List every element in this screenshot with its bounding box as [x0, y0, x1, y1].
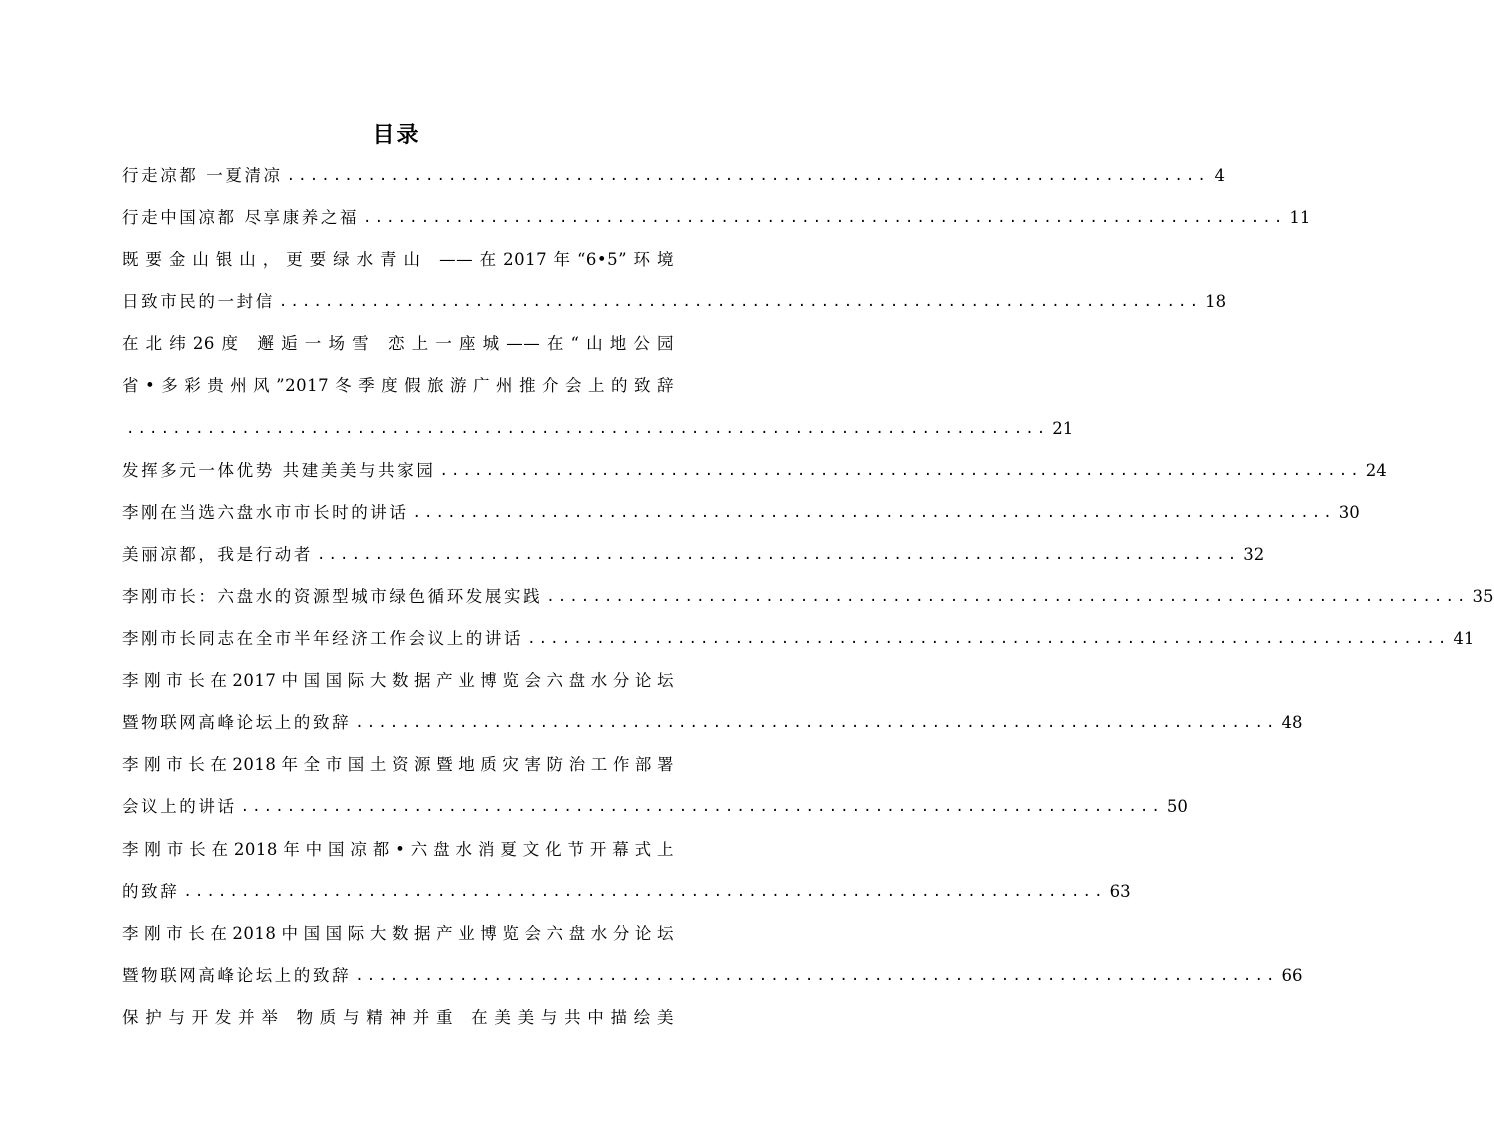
leader-dots: ................................................................................: [286, 168, 1209, 184]
toc-entry-text: 在北纬26度 邂逅一场雪 恋上一座城——在“山地公园: [122, 334, 674, 354]
toc-entry-line[interactable]: [122, 876, 1131, 918]
table-of-contents: [122, 160, 1494, 1044]
toc-entry-line[interactable]: [122, 160, 1225, 202]
toc-entry-line[interactable]: [122, 328, 674, 370]
toc-entry-text: 会议上的讲话: [122, 797, 237, 817]
toc-entry-text: 李刚市长在2017中国国际大数据产业博览会六盘水分论坛: [122, 671, 674, 691]
toc-entry-line[interactable]: [122, 623, 1475, 665]
toc-entry-line[interactable]: [122, 370, 674, 412]
toc-entry-text: 李刚市长在2018中国国际大数据产业博览会六盘水分论坛: [122, 923, 674, 943]
toc-entry-text: 李刚在当选六盘水市市长时的讲话: [122, 502, 409, 522]
toc-entry-line[interactable]: [122, 791, 1188, 833]
toc-title: 目录: [372, 122, 421, 148]
toc-entry-text: 日致市民的一封信: [122, 292, 275, 312]
toc-entry-line[interactable]: [122, 581, 1494, 623]
toc-entry-text: 暨物联网高峰论坛上的致辞: [122, 713, 352, 733]
toc-entry-text: 美丽凉都，我是行动者: [122, 544, 313, 564]
page-number: 63: [1109, 881, 1131, 901]
page-number: 35: [1472, 586, 1494, 606]
page-number: 11: [1289, 208, 1311, 228]
leader-dots: ................................................................................: [126, 420, 1049, 437]
page-number: 24: [1365, 460, 1387, 480]
leader-dots: ................................................................................: [439, 462, 1362, 479]
page-number: 48: [1281, 713, 1303, 733]
toc-entry-line[interactable]: [122, 413, 1074, 455]
toc-entry-line[interactable]: [122, 244, 674, 286]
leader-dots: ................................................................................: [317, 546, 1240, 563]
toc-entry-line[interactable]: [122, 286, 1227, 328]
toc-entry-line[interactable]: [122, 455, 1387, 497]
toc-entry-line[interactable]: [122, 539, 1265, 581]
page-number: 32: [1243, 544, 1265, 564]
toc-entry-text: 李刚市长在2018年全市国土资源暨地质灾害防治工作部署: [122, 755, 674, 775]
toc-entry-line[interactable]: [122, 497, 1360, 539]
toc-entry-text: 行走凉都 一夏清凉: [122, 166, 283, 185]
toc-entry-text: 省•多彩贵州风”2017冬季度假旅游广州推介会上的致辞: [122, 376, 674, 396]
toc-entry-line[interactable]: [122, 665, 674, 707]
leader-dots: ................................................................................: [278, 294, 1202, 311]
leader-dots: ................................................................................: [183, 883, 1106, 900]
leader-dots: ................................................................................: [527, 631, 1450, 648]
toc-entry-text: 李刚市长：六盘水的资源型城市绿色循环发展实践: [122, 586, 543, 606]
toc-entry-text: 李刚市长同志在全市半年经济工作会议上的讲话: [122, 629, 524, 649]
toc-entry-line[interactable]: [122, 1002, 674, 1044]
leader-dots: ................................................................................: [355, 967, 1278, 984]
toc-entry-text: 发挥多元一体优势 共建美美与共家园: [122, 460, 436, 480]
toc-entry-text: 暨物联网高峰论坛上的致辞: [122, 965, 352, 985]
toc-entry-line[interactable]: [122, 918, 674, 960]
page-number: 50: [1166, 797, 1188, 817]
page-number: 21: [1052, 418, 1074, 438]
page-number: 30: [1338, 502, 1360, 522]
leader-dots: ................................................................................: [363, 210, 1286, 227]
toc-entry-text: 李刚市长在2018年中国凉都•六盘水消夏文化节开幕式上: [122, 839, 674, 859]
page-number: 41: [1453, 629, 1475, 649]
toc-entry-text: 保护与开发并举 物质与精神并重 在美美与共中描绘美: [122, 1007, 674, 1027]
toc-entry-line[interactable]: [122, 749, 674, 791]
toc-entry-text: 行走中国凉都 尽享康养之福: [122, 208, 360, 228]
toc-entry-line[interactable]: [122, 960, 1303, 1002]
toc-entry-line[interactable]: [122, 834, 674, 876]
toc-entry-line[interactable]: [122, 202, 1311, 244]
leader-dots: ................................................................................: [355, 715, 1278, 732]
page-number: 18: [1205, 292, 1227, 312]
page-number: 4: [1214, 166, 1225, 185]
leader-dots: ................................................................................: [546, 588, 1469, 605]
page-number: 66: [1281, 965, 1303, 985]
leader-dots: ................................................................................: [412, 504, 1335, 521]
toc-entry-text: 的致辞: [122, 881, 180, 901]
leader-dots: ................................................................................: [240, 799, 1163, 816]
toc-entry-line[interactable]: [122, 707, 1303, 749]
toc-entry-text: 既要金山银山，更要绿水青山 ——在2017年“6•5”环境: [122, 250, 674, 270]
